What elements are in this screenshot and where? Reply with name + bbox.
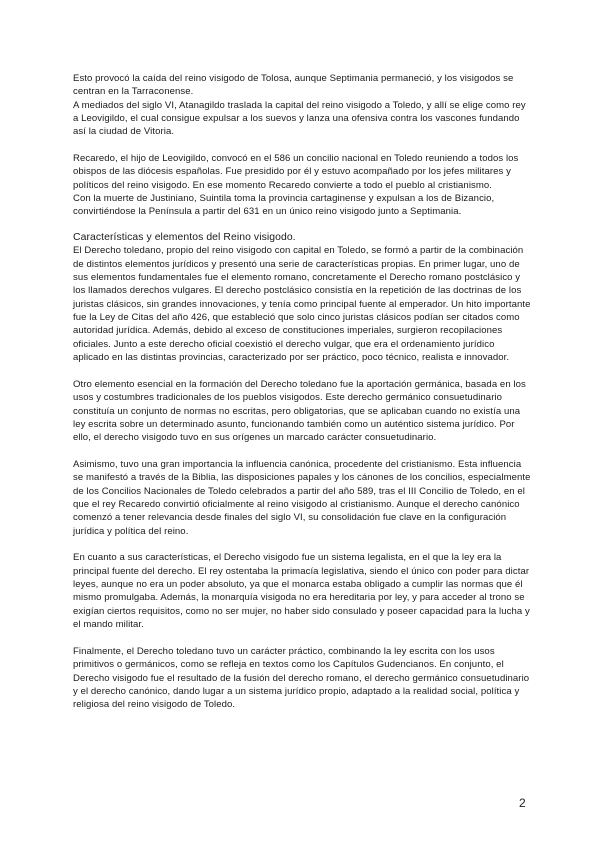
paragraph-caracteristicas: En cuanto a sus características, el Derecho visigodo fue un sistema legalista, en el que la ley era la principal fuente del derecho. El rey ostentaba la primacía legislativa, siendo el único con poder para dictar leyes, aunque no era un poder absoluto, ya que el monarca estaba obligado a cumplir las normas que él mismo promulgaba. Además, la monarquía visigoda no era hereditaria por ley, y para acceder al trono se exigían ciertos requisitos, como no ser mujer, no haber sido consulado y poseer capacidad para la lucha y el mando militar. xyxy=(73,552,530,631)
paragraph-conclusion: Finalmente, el Derecho toledano tuvo un carácter práctico, combinando la ley escrita con los usos primitivos o germánicos, como se refleja en textos como los Capítulos Gudencianos. En conjunto, el Derecho visigodo fue el resultado de la fusión del derecho romano, el derecho germánico consuetudinario y el derecho canónico, dando lugar a un sistema jurídico propio, adaptado a la realidad social, política y religiosa del reino visigodo de Toledo. xyxy=(73,645,530,711)
paragraph-influencia-canonica: Asimismo, tuvo una gran importancia la influencia canónica, procedente del cristianismo. Esta influencia se manifestó a través de la Biblia, las disposiciones papales y los cánones de los concilios, especialmente de los Concilios Nacionales de Toledo celebrados a partir del año 589, tras el III Concilio de Toledo, en el que el rey Recaredo convirtió oficialmente al reino visigodo al cristianismo. Aunque el derecho canónico comenzó a tener relevancia desde finales del siglo VI, su consolidación fue clave en la configuración jurídica y política del reino. xyxy=(73,458,531,537)
paragraph-gap xyxy=(73,139,531,152)
paragraph-atanagildo: A mediados del siglo VI, Atanagildo traslada la capital del reino visigodo a Toledo, y allí se elige como rey a Leovigildo, el cual consigue expulsar a los suevos y lanza una ofensiva contra los vascones fundando así la ciudad de Vitoria. xyxy=(73,99,526,138)
paragraph-tolosa: Esto provocó la caída del reino visigodo de Tolosa, aunque Septimania permaneció, y los visigodos se centran en la Tarraconense. xyxy=(73,73,514,98)
paragraph-gap xyxy=(73,445,531,458)
paragraph-suintila: Con la muerte de Justiniano, Suintila toma la provincia cartaginense y expulsan a los de Bizancio, convirtiéndose la Península a partir del 631 en un único reino visigodo junto a Septimania. xyxy=(73,193,495,218)
paragraph-gap xyxy=(73,364,531,377)
paragraph-gap xyxy=(73,219,531,231)
paragraph-aportacion-germanica: Otro elemento esencial en la formación del Derecho toledano fue la aportación germánica, basada en los usos y costumbres tradicionales de los pueblos visigodos. Este derecho germánico consuetudinario constituía un conjunto de normas no escritas, pero obligatorias, que se aplicaban cuando no existía una ley escrita sobre un determinado asunto, funcionando también como un auténtico sistema jurídico. Por ello, el derecho visigodo tuvo en sus orígenes un marcado carácter consuetudinario. xyxy=(73,378,526,444)
section-heading: Características y elementos del Reino visigodo. xyxy=(73,231,296,243)
paragraph-derecho-toledano: El Derecho toledano, propio del reino visigodo con capital en Toledo, se formó a partir de la combinación de distintos elementos jurídicos y presentó una serie de características propias. En primer lugar, uno de sus elementos fundamentales fue el elemento romano, concretamente el Derecho romano postclásico y los llamados derechos vulgares. El derecho postclásico consistía en la repetición de las doctrinas de los juristas clásicos, sin grandes innovaciones, y tenía como principal fuente al emperador. Un hito importante fue la Ley de Citas del año 426, que estableció que solo cinco juristas clásicos podían ser citados como autoridad jurídica. Además, debido al exceso de constituciones imperiales, surgieron recopilaciones oficiales. Junto a este derecho oficial coexistió el derecho vulgar, que era el ordenamiento jurídico aplicado en las distintas provincias, caracterizado por ser práctico, poco técnico, realista e innovador. xyxy=(73,245,531,364)
paragraph-gap xyxy=(73,631,531,644)
paragraph-gap xyxy=(73,538,531,551)
page-body xyxy=(73,72,531,712)
paragraph-recaredo: Recaredo, el hijo de Leovigildo, convocó en el 586 un concilio nacional en Toledo reuniendo a todos los obispos de las diócesis españolas. Fue presidido por él y estuvo acompañado por los jefes militares y políticos del reino visigodo. En ese momento Recaredo convierte a todo el pueblo al cristianismo. xyxy=(73,153,519,191)
page-number: 2 xyxy=(519,796,526,810)
